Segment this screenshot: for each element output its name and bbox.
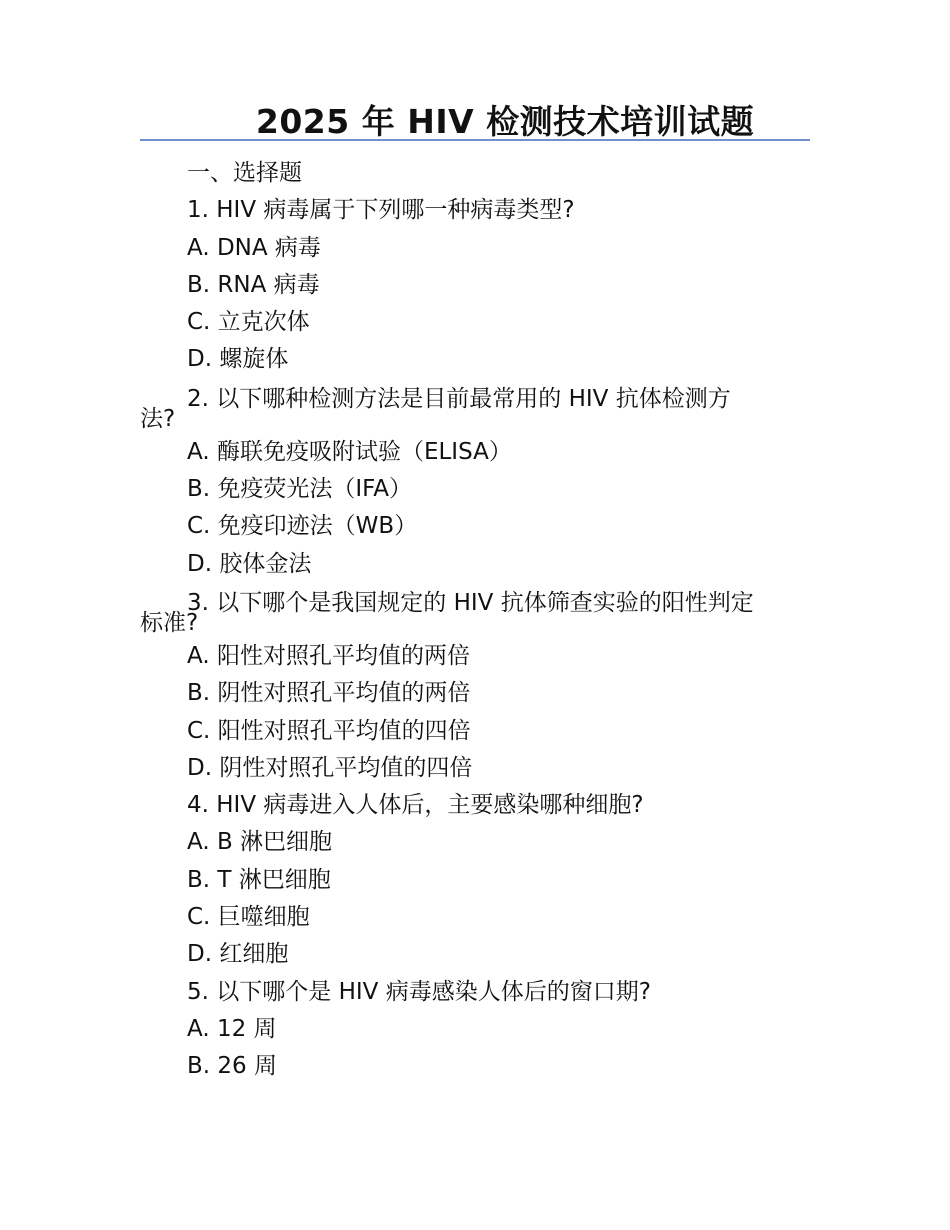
question-3-option-a: A. 阳性对照孔平均值的两倍 [187, 642, 470, 669]
question-1-option-a: A. DNA 病毒 [187, 234, 321, 261]
question-5-stem: 5. 以下哪个是 HIV 病毒感染人体后的窗口期? [187, 978, 651, 1005]
question-3-stem-line1: 3. 以下哪个是我国规定的 HIV 抗体筛查实验的阳性判定 [187, 589, 754, 616]
question-3-option-b: B. 阴性对照孔平均值的两倍 [187, 680, 471, 707]
question-1-option-d: D. 螺旋体 [187, 346, 289, 373]
question-3-stem-line2: 标准? [140, 609, 199, 636]
question-4-option-c: C. 巨噬细胞 [187, 904, 310, 931]
question-2-stem [140, 379, 810, 434]
document-title: 2025 年 HIV 检测技术培训试题 [255, 102, 755, 141]
question-3-stem [140, 583, 810, 638]
question-3-option-d: D. 阴性对照孔平均值的四倍 [187, 754, 473, 781]
question-2-stem-line2: 法? [140, 405, 176, 432]
question-2-option-a: A. 酶联免疫吸附试验（ELISA） [187, 438, 512, 465]
question-2-option-b: B. 免疫荧光法（IFA） [187, 476, 413, 503]
question-5-option-b: B. 26 周 [187, 1053, 277, 1080]
question-4-option-b: B. T 淋巴细胞 [187, 866, 331, 893]
question-3-option-c: C. 阳性对照孔平均值的四倍 [187, 717, 471, 744]
question-4-option-d: D. 红细胞 [187, 941, 289, 968]
question-1-option-b: B. RNA 病毒 [187, 271, 320, 298]
question-4-option-a: A. B 淋巴细胞 [187, 829, 333, 856]
question-2-stem-line1: 2. 以下哪种检测方法是目前最常用的 HIV 抗体检测方 [187, 385, 731, 412]
title-underline-rule [140, 139, 810, 141]
question-2-option-d: D. 胶体金法 [187, 550, 312, 577]
question-1-option-c: C. 立克次体 [187, 309, 310, 336]
section-heading: 一、选择题 [187, 160, 302, 186]
question-1-stem: 1. HIV 病毒属于下列哪一种病毒类型? [187, 197, 575, 224]
question-2-option-c: C. 免疫印迹法（WB） [187, 513, 418, 540]
question-5-option-a: A. 12 周 [187, 1015, 277, 1042]
document-body [140, 155, 810, 1086]
question-4-stem: 4. HIV 病毒进入人体后，主要感染哪种细胞? [187, 792, 644, 819]
